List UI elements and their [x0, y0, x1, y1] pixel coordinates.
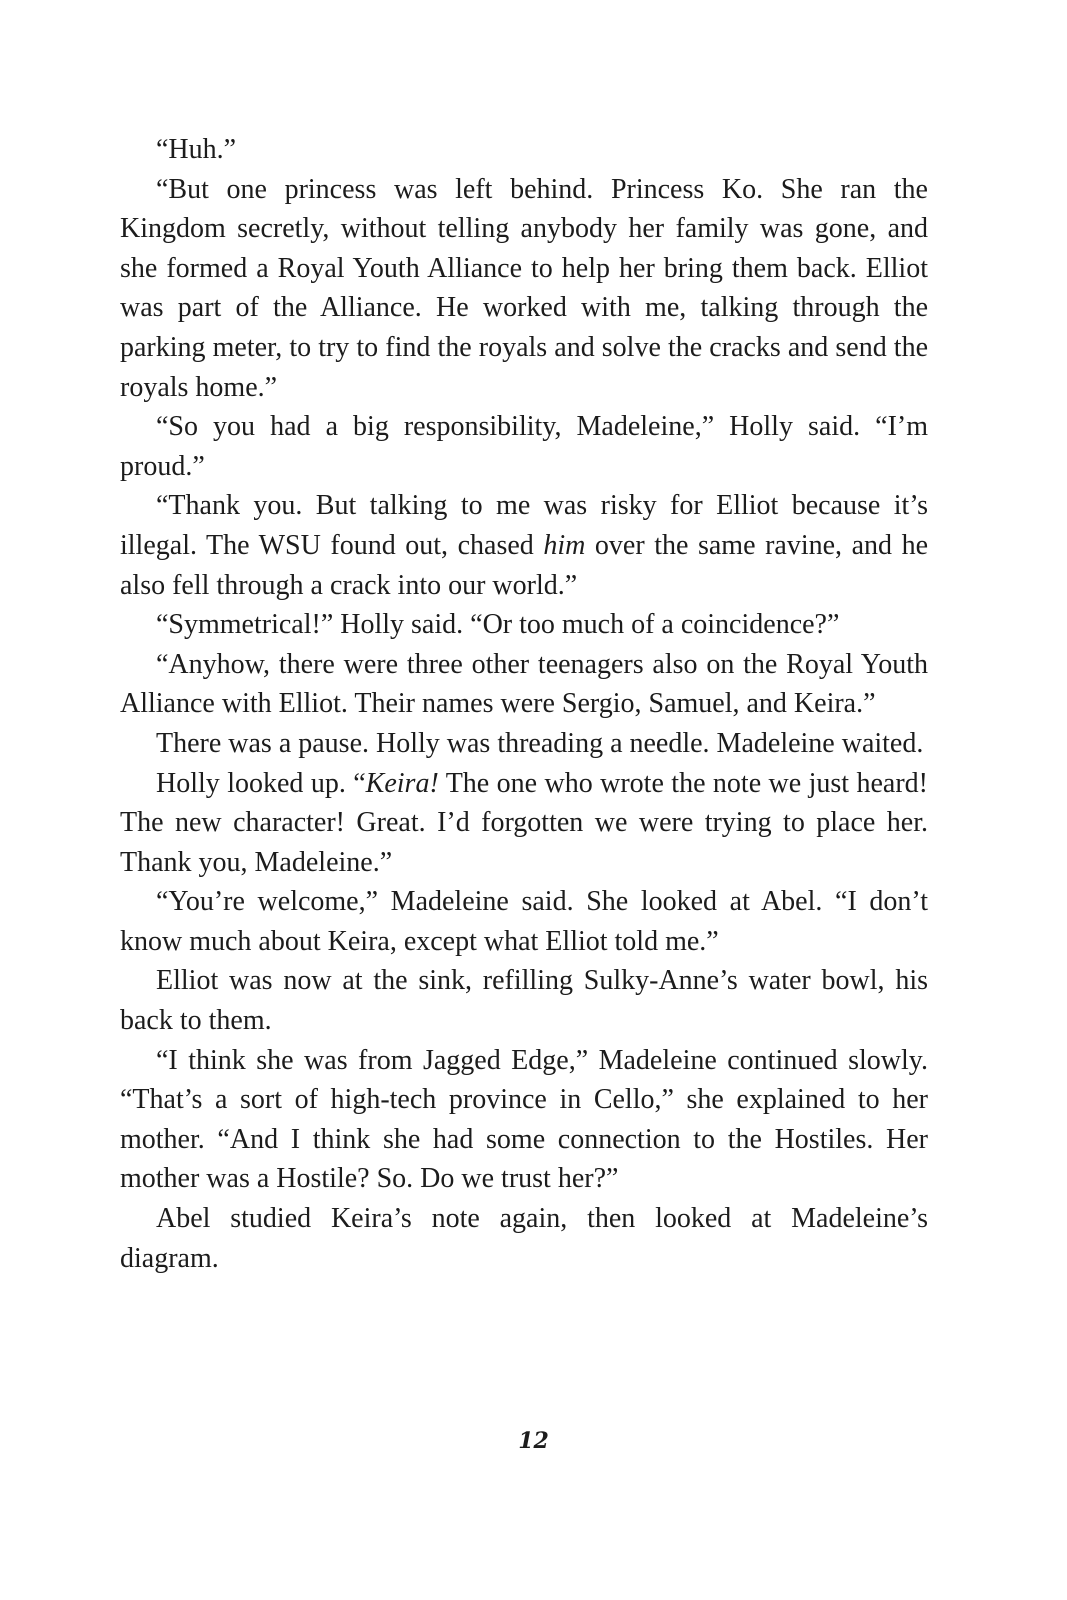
- paragraph-text: Abel studied Keira’s note again, then looked at Madeleine’s diagram.: [120, 1203, 928, 1274]
- paragraph-text: “I think she was from Jagged Edge,” Madeleine continued slowly. “That’s a sort of high-tech province in Cello,” she explained to her mother. “And I think she had some connection to the Hostiles. Her mother was a Hostile? So. Do we trust her?”: [120, 1044, 928, 1195]
- paragraph: [120, 170, 928, 408]
- paragraph-text: Elliot was now at the sink, refilling Sulky-Anne’s water bowl, his back to them.: [120, 965, 928, 1037]
- paragraph: [120, 961, 928, 1040]
- paragraph-text: The one who wrote the note we just heard! The new character! Great. I’d forgotten we were trying to place her. Thank you, Madeleine.”: [120, 767, 928, 878]
- paragraph-text: There was a pause. Holly was threading a needle. Madeleine waited.: [156, 727, 924, 759]
- paragraph-text: “You’re welcome,” Madeleine said. She looked at Abel. “I don’t know much about Keira, except what Elliot told me.”: [120, 886, 928, 957]
- paragraph-text: Holly looked up. “: [156, 767, 366, 799]
- paragraph: [120, 764, 928, 883]
- paragraph-text: “But one princess was left behind. Princess Ko. She ran the Kingdom secretly, without telling anybody her family was gone, and she formed a Royal Youth Alliance to help her bring them back. Elliot was part of the Alliance. He worked with me, talking through the parking meter, to try to find the royals and solve the cracks and send the royals home.”: [120, 173, 928, 403]
- paragraph: [120, 407, 928, 486]
- paragraph: [120, 1199, 928, 1278]
- paragraph-text: “So you had a big responsibility, Madeleine,” Holly said. “I’m proud.”: [120, 411, 928, 482]
- italic-emphasis: Keira!: [365, 767, 439, 799]
- paragraph: [120, 645, 928, 724]
- paragraph: [120, 1041, 928, 1199]
- paragraph: [120, 486, 928, 605]
- paragraph: [120, 724, 928, 764]
- paragraph-text: “Symmetrical!” Holly said. “Or too much of a coincidence?”: [156, 609, 840, 641]
- body-text: [120, 130, 928, 1278]
- paragraph: [120, 882, 928, 961]
- paragraph: [120, 605, 928, 645]
- paragraph-text: over the same ravine, and he also fell through a crack into our world.”: [120, 529, 928, 601]
- paragraph-text: “Thank you. But talking to me was risky for Elliot because it’s illegal. The WSU found out, chased: [120, 490, 928, 561]
- paragraph: [120, 130, 928, 170]
- page-number: 12: [518, 1428, 549, 1454]
- italic-emphasis: him: [543, 529, 586, 561]
- paragraph-text: “Anyhow, there were three other teenagers also on the Royal Youth Alliance with Elliot. Their names were Sergio, Samuel, and Keira.”: [120, 648, 928, 720]
- paragraph-text: “Huh.”: [156, 134, 237, 165]
